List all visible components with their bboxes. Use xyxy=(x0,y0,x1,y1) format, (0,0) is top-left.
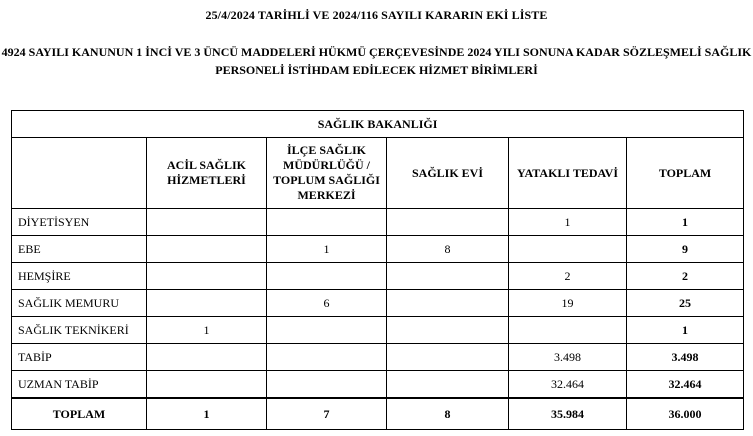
cell-yatakli: 32.464 xyxy=(509,371,627,399)
column-header-yatakli: YATAKLI TEDAVİ xyxy=(509,138,627,209)
ministry-header: SAĞLIK BAKANLIĞI xyxy=(12,111,744,138)
cell-yatakli xyxy=(509,236,627,263)
table-row xyxy=(12,344,744,371)
cell-ilce xyxy=(267,209,387,236)
cell-acil xyxy=(147,290,267,317)
column-header-acil: ACİL SAĞLIK HİZMETLERİ xyxy=(147,138,267,209)
total-ilce: 7 xyxy=(267,398,387,430)
subtitle-line-2: PERSONELİ İSTİHDAM EDİLECEK HİZMET BİRİMLERİ xyxy=(215,63,538,77)
document-subtitle xyxy=(0,43,753,79)
column-header-ilce: İLÇE SAĞLIK MÜDÜRLÜĞÜ / TOPLUM SAĞLIĞI MERKEZİ xyxy=(267,138,387,209)
cell-yatakli xyxy=(509,317,627,344)
row-name: UZMAN TABİP xyxy=(12,371,147,399)
cell-yatakli: 3.498 xyxy=(509,344,627,371)
row-name: TABİP xyxy=(12,344,147,371)
cell-ilce xyxy=(267,371,387,399)
cell-toplam: 9 xyxy=(627,236,744,263)
cell-ilce: 6 xyxy=(267,290,387,317)
cell-toplam: 32.464 xyxy=(627,371,744,399)
cell-ilce xyxy=(267,317,387,344)
cell-acil xyxy=(147,263,267,290)
cell-acil: 1 xyxy=(147,317,267,344)
cell-yatakli: 19 xyxy=(509,290,627,317)
cell-saglik-evi xyxy=(387,344,509,371)
total-yatakli: 35.984 xyxy=(509,398,627,430)
table-row xyxy=(12,236,744,263)
cell-saglik-evi xyxy=(387,371,509,399)
cell-yatakli: 1 xyxy=(509,209,627,236)
column-header-empty xyxy=(12,138,147,209)
cell-acil xyxy=(147,344,267,371)
cell-yatakli: 2 xyxy=(509,263,627,290)
cell-toplam: 2 xyxy=(627,263,744,290)
subtitle-line-1: 4924 SAYILI KANUNUN 1 İNCİ VE 3 ÜNCÜ MADDELERİ HÜKMÜ ÇERÇEVESİNDE 2024 YILI SONUNA KADAR SÖZLEŞMELİ SAĞLIK xyxy=(1,45,752,59)
row-name: HEMŞİRE xyxy=(12,263,147,290)
cell-saglik-evi xyxy=(387,209,509,236)
personnel-table xyxy=(11,110,744,430)
cell-acil xyxy=(147,209,267,236)
cell-saglik-evi xyxy=(387,317,509,344)
table-row xyxy=(12,371,744,399)
column-header-toplam: TOPLAM xyxy=(627,138,744,209)
cell-toplam: 1 xyxy=(627,317,744,344)
cell-saglik-evi: 8 xyxy=(387,236,509,263)
table-row xyxy=(12,317,744,344)
row-name: SAĞLIK MEMURU xyxy=(12,290,147,317)
cell-ilce xyxy=(267,344,387,371)
document-title: 25/4/2024 TARİHLİ VE 2024/116 SAYILI KARARIN EKİ LİSTE xyxy=(205,8,548,22)
total-saglik-evi: 8 xyxy=(387,398,509,430)
column-header-saglik-evi: SAĞLIK EVİ xyxy=(387,138,509,209)
column-header-row xyxy=(12,138,744,209)
cell-toplam: 1 xyxy=(627,209,744,236)
table-row xyxy=(12,263,744,290)
row-name: DİYETİSYEN xyxy=(12,209,147,236)
table-row xyxy=(12,290,744,317)
cell-toplam: 25 xyxy=(627,290,744,317)
total-row xyxy=(12,398,744,430)
total-toplam: 36.000 xyxy=(627,398,744,430)
row-name: EBE xyxy=(12,236,147,263)
row-name: SAĞLIK TEKNİKERİ xyxy=(12,317,147,344)
total-acil: 1 xyxy=(147,398,267,430)
cell-acil xyxy=(147,236,267,263)
cell-saglik-evi xyxy=(387,263,509,290)
ministry-row xyxy=(12,111,744,138)
total-label: TOPLAM xyxy=(12,398,147,430)
cell-toplam: 3.498 xyxy=(627,344,744,371)
cell-saglik-evi xyxy=(387,290,509,317)
cell-ilce xyxy=(267,263,387,290)
cell-acil xyxy=(147,371,267,399)
cell-ilce: 1 xyxy=(267,236,387,263)
table-row xyxy=(12,209,744,236)
